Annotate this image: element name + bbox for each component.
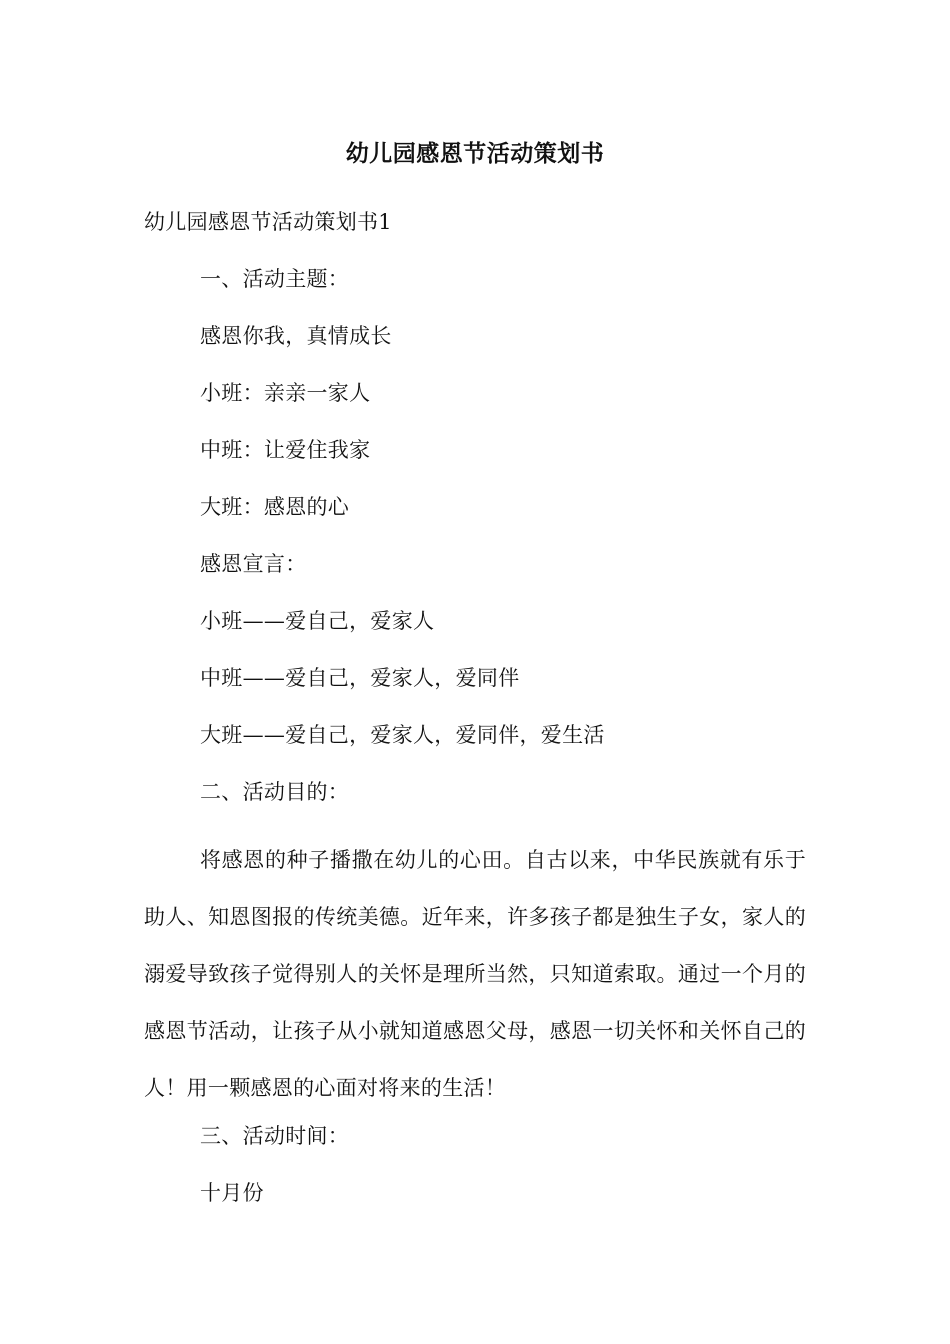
small-class-theme: 小班：亲亲一家人 xyxy=(200,381,371,405)
large-class-theme: 大班：感恩的心 xyxy=(200,495,350,519)
section-heading-theme: 一、活动主题： xyxy=(200,267,350,291)
activity-time: 十月份 xyxy=(200,1181,264,1205)
declaration-heading: 感恩宣言： xyxy=(200,552,307,576)
small-class-declaration: 小班——爱自己，爱家人 xyxy=(200,609,435,633)
section-heading-purpose: 二、活动目的： xyxy=(200,780,350,804)
section-heading-time: 三、活动时间： xyxy=(200,1124,350,1148)
middle-class-theme: 中班：让爱住我家 xyxy=(200,438,371,462)
large-class-declaration: 大班——爱自己，爱家人，爱同伴，爱生活 xyxy=(200,723,605,747)
purpose-paragraph: 将感恩的种子播撒在幼儿的心田。自古以来，中华民族就有乐于助人、知恩图报的传统美德。近年来，许多孩子都是独生子女，家人的溺爱导致孩子觉得别人的关怀是理所当然，只知道索取。通过一个月的感恩节活动，让孩子从小就知道感恩父母，感恩一切关怀和关怀自己的人！用一颗感恩的心面对将来的生活！ xyxy=(144,848,806,1100)
document-title: 幼儿园感恩节活动策划书 xyxy=(345,140,605,167)
theme-text: 感恩你我，真情成长 xyxy=(200,324,392,348)
middle-class-declaration: 中班——爱自己，爱家人，爱同伴 xyxy=(200,666,520,690)
plan-subtitle: 幼儿园感恩节活动策划书1 xyxy=(144,210,392,234)
